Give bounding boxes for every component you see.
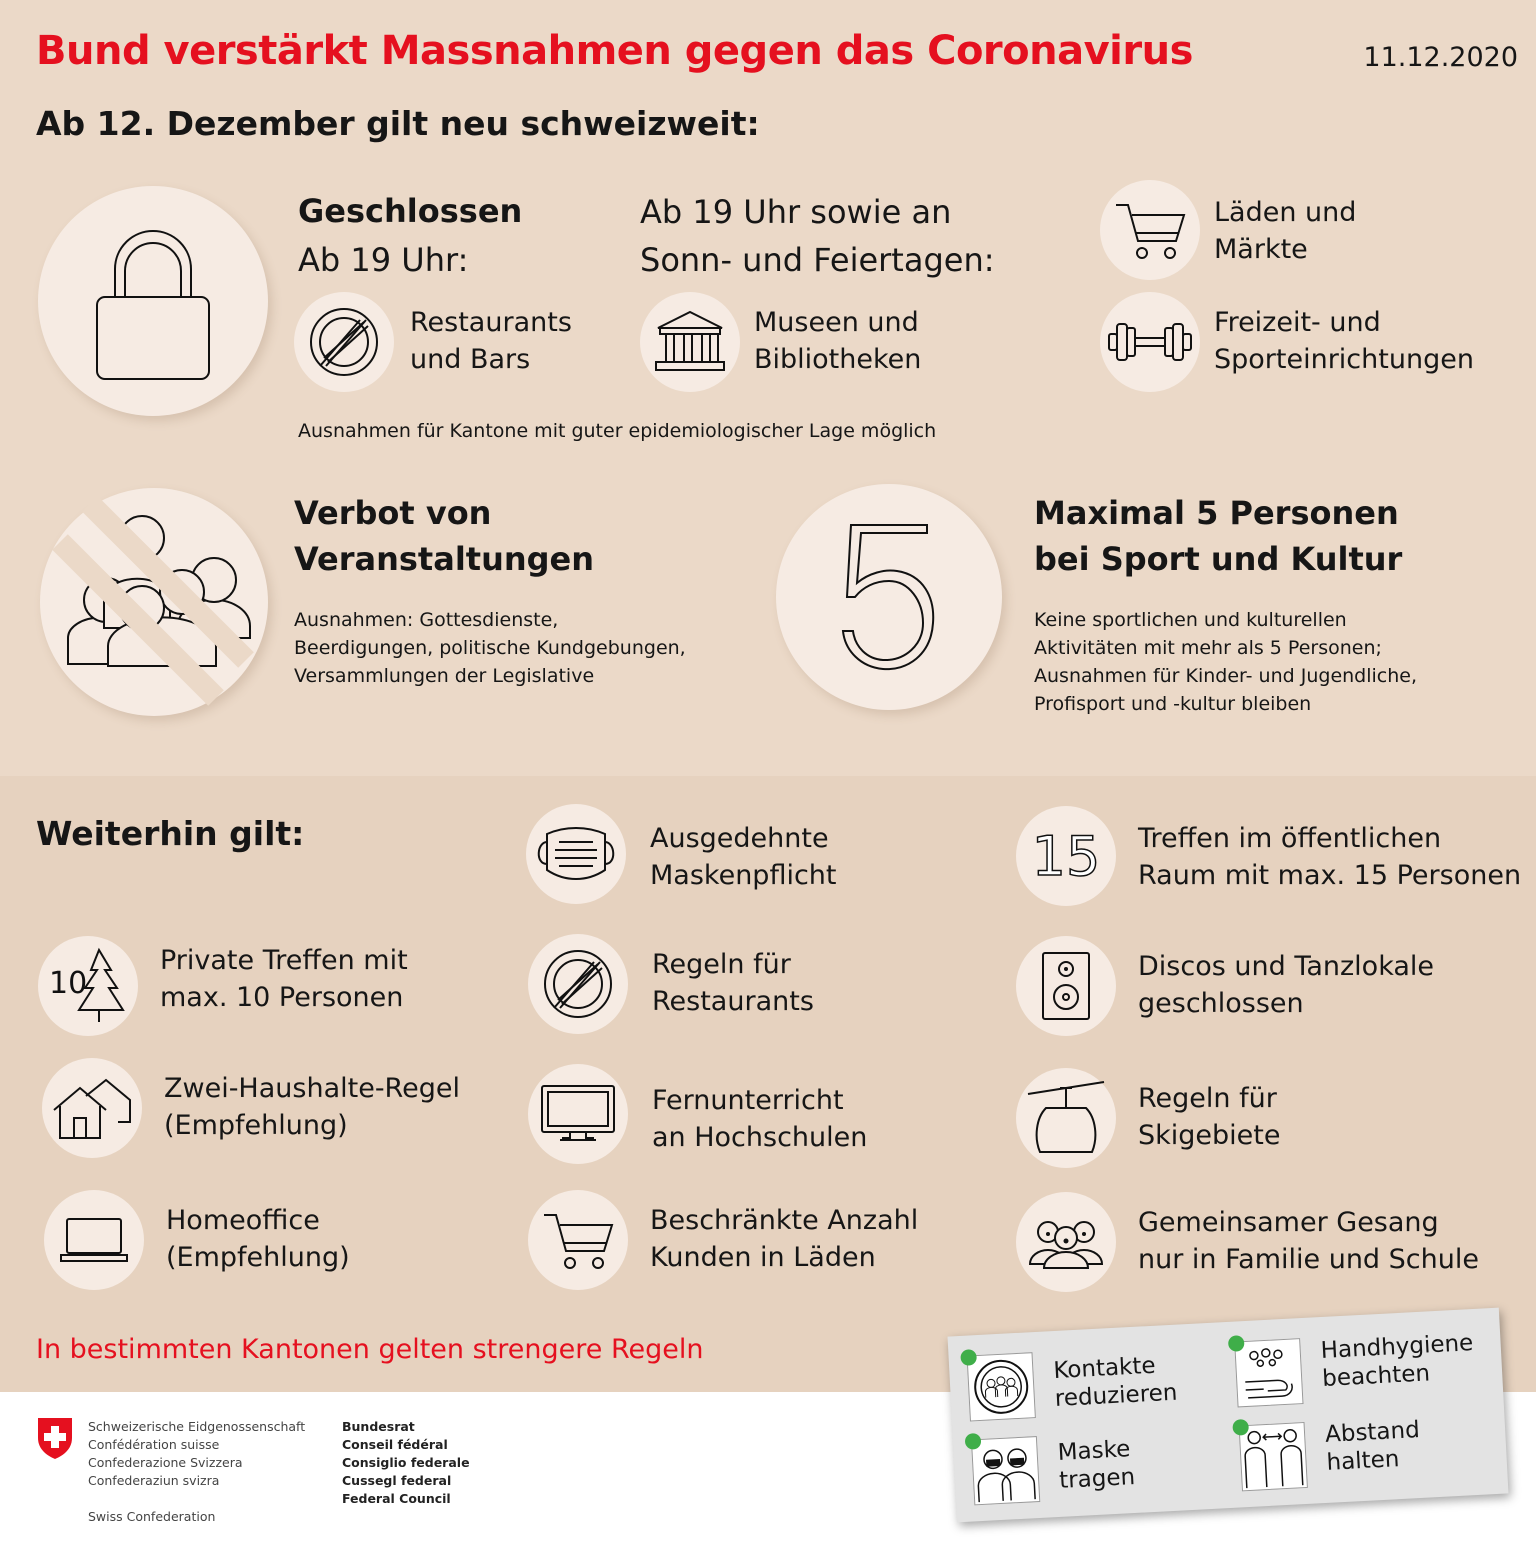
events-ban-detail: Ausnahmen: Gottesdienste, Beerdigungen, politische Kundgebungen, Versammlungen der Legislative [294, 609, 686, 687]
crowd-icon-circle [40, 488, 268, 716]
mask-icon-circle [526, 804, 626, 904]
restaurant-rules-icon-circle [528, 934, 628, 1034]
hand-hygiene-label: Handhygiene beachten [1320, 1330, 1474, 1393]
continuing-heading: Weiterhin gilt: [36, 814, 305, 853]
number-15-icon: 15 [1031, 824, 1101, 888]
mask-people-icon [971, 1436, 1040, 1505]
max5-heading: Maximal 5 Personen bei Sport und Kultur [1034, 494, 1403, 578]
date-label: 11.12.2020 [1363, 42, 1518, 73]
laptop-icon-circle [44, 1190, 144, 1290]
closed-heading-time: Ab 19 Uhr: [298, 241, 469, 279]
private-meetings-label: Private Treffen mit max. 10 Personen [160, 945, 408, 1013]
monitor-icon [540, 1084, 616, 1144]
number-15-icon-circle [1016, 806, 1116, 906]
restaurants-label: Restaurants und Bars [410, 307, 572, 375]
closed-heading: Geschlossen [298, 192, 523, 230]
singing-label: Gemeinsamer Gesang nur in Familie und Schule [1138, 1207, 1479, 1275]
number-5-icon [839, 519, 939, 675]
public-meetings-label: Treffen im öffentlichen Raum mit max. 15 Personen [1138, 823, 1522, 891]
page-subtitle: Ab 12. Dezember gilt neu schweizweit: [36, 104, 760, 143]
closed-heading-weekend: Ab 19 Uhr sowie an Sonn- und Feiertagen: [640, 193, 995, 279]
dumbbell-icon [1107, 320, 1193, 364]
federal-council-names: Bundesrat Conseil fédéral Consiglio federale Cussegl federal Federal Council [342, 1419, 470, 1506]
shopping-cart-icon-circle [1100, 180, 1200, 280]
gondola-icon [1026, 1078, 1106, 1158]
christmas-tree-icon [43, 946, 133, 1026]
choir-icon-circle [1016, 1192, 1116, 1292]
hygiene-rules-card [948, 1308, 1509, 1523]
ski-areas-label: Regeln für Skigebiete [1138, 1083, 1281, 1151]
museums-label: Museen und Bibliotheken [754, 307, 922, 375]
discos-label: Discos und Tanzlokale geschlossen [1138, 951, 1435, 1019]
shopping-cart-icon [1114, 199, 1186, 261]
swiss-coat-of-arms-icon [36, 1416, 74, 1460]
restaurant-icon [540, 946, 616, 1022]
dumbbell-icon-circle [1100, 292, 1200, 392]
stricter-rules-note: In bestimmten Kantonen gelten strengere Regeln [36, 1334, 704, 1365]
distance-icon [1239, 1422, 1308, 1491]
homeoffice-label: Homeoffice (Empfehlung) [166, 1205, 350, 1273]
museum-icon [654, 310, 726, 374]
shop-limit-icon-circle [528, 1190, 628, 1290]
confederation-names: Schweizerische Eidgenossenschaft Confédération suisse Confederazione Svizzera Confederaziun svizra Swiss Confederation [88, 1419, 306, 1524]
number-10-label: 10 [49, 966, 88, 1001]
restaurant-icon-circle [294, 292, 394, 392]
shopping-cart-icon [542, 1209, 614, 1271]
shop-limit-label: Beschränkte Anzahl Kunden in Läden [650, 1205, 919, 1273]
distance-learning-label: Fernunterricht an Hochschulen [652, 1085, 868, 1153]
restaurant-rules-label: Regeln für Restaurants [652, 949, 814, 1017]
mask-wear-label: Maske tragen [1057, 1436, 1136, 1494]
leisure-label: Freizeit- und Sporteinrichtungen [1214, 307, 1474, 375]
number-5-icon-circle [776, 484, 1002, 710]
contacts-icon [967, 1352, 1036, 1421]
houses-icon-circle [42, 1058, 142, 1158]
speaker-icon-circle [1016, 936, 1116, 1036]
events-ban-heading: Verbot von Veranstaltungen [294, 494, 595, 578]
exceptions-note: Ausnahmen für Kantone mit guter epidemiologischer Lage möglich [298, 420, 937, 442]
speaker-icon [1041, 951, 1091, 1021]
mask-icon [531, 824, 621, 884]
christmas-tree-icon-circle [38, 936, 138, 1036]
page-title: Bund verstärkt Massnahmen gegen das Coronavirus [36, 28, 1193, 74]
contacts-label: Kontakte reduzieren [1052, 1352, 1179, 1413]
monitor-icon-circle [528, 1064, 628, 1164]
houses-icon [52, 1076, 132, 1140]
shops-label: Läden und Märkte [1214, 197, 1357, 265]
museum-icon-circle [640, 292, 740, 392]
laptop-icon [59, 1215, 129, 1265]
crowd-banned-icon [40, 488, 268, 716]
gondola-icon-circle [1016, 1068, 1116, 1168]
lock-icon [93, 221, 213, 381]
lock-icon-circle [38, 186, 268, 416]
hand-hygiene-icon [1234, 1338, 1303, 1407]
mask-label: Ausgedehnte Maskenpflicht [650, 823, 837, 891]
distance-label: Abstand halten [1324, 1417, 1421, 1476]
restaurant-icon [306, 304, 382, 380]
choir-icon [1026, 1212, 1106, 1272]
two-households-label: Zwei-Haushalte-Regel (Empfehlung) [164, 1073, 460, 1141]
max5-detail: Keine sportlichen und kulturellen Aktivitäten mit mehr als 5 Personen; Ausnahmen für Kinder- und Jugendliche, Profisport und -kultur bleiben [1034, 609, 1418, 715]
